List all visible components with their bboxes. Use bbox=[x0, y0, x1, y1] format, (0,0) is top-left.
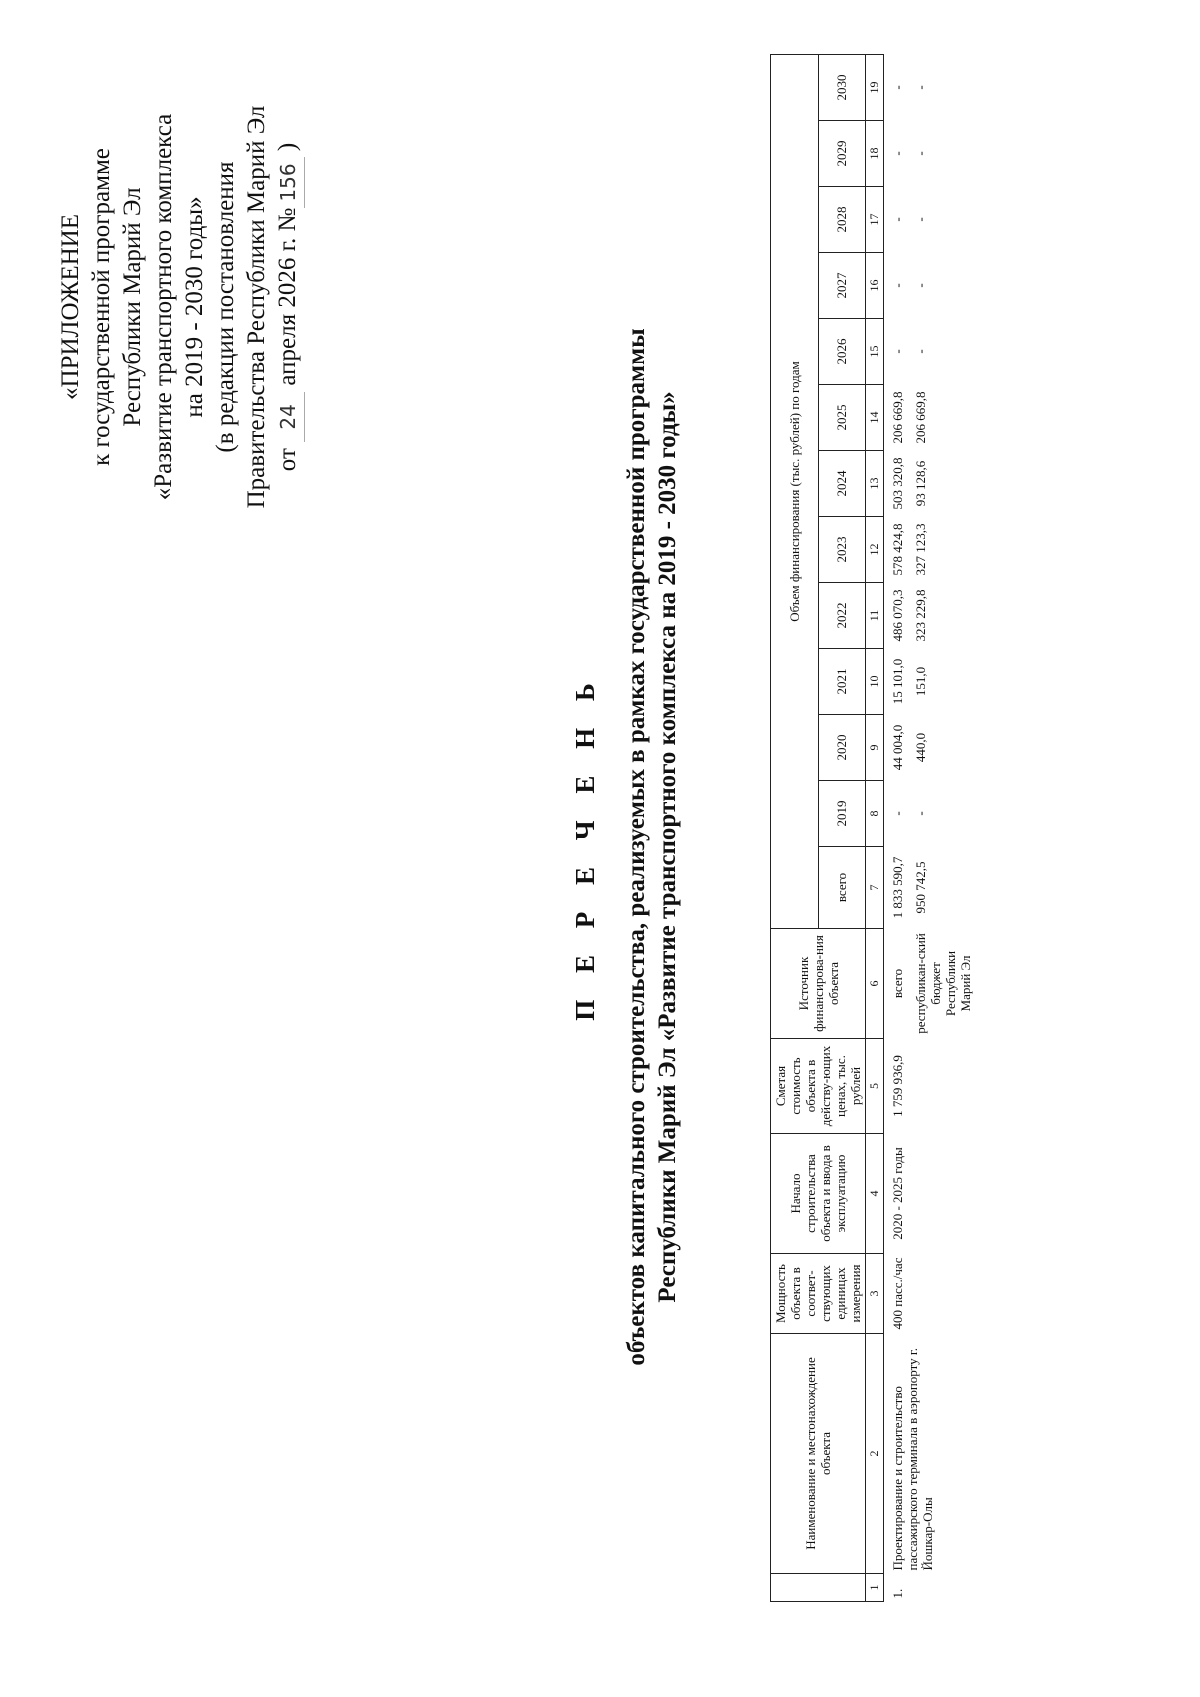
header-source: Источник финансирова-ния объекта bbox=[771, 929, 866, 1039]
funding-year-value: 44 004,0 bbox=[890, 724, 905, 771]
funding-year-value: 151,0 bbox=[913, 666, 928, 697]
header-year: 2028 bbox=[818, 187, 866, 253]
funding-year-value: - bbox=[890, 349, 905, 354]
resolution-number: 156 bbox=[273, 157, 305, 207]
funding-year-value: - bbox=[890, 283, 905, 288]
header-year: 2026 bbox=[818, 319, 866, 385]
funding-year-value: - bbox=[913, 85, 928, 90]
appendix-header-line: на 2019 - 2030 годы» bbox=[181, 196, 208, 418]
document-subtitle-line-1: объектов капитального строительства, реализуемых в рамках государственной программы bbox=[623, 328, 650, 1366]
document-name: П Е Р Е Ч Е Н Ь bbox=[570, 673, 600, 1021]
document-subtitle-line-2: Республики Марий Эл «Развитие транспортного комплекса на 2019 - 2030 годы» bbox=[654, 391, 681, 1303]
funding-total: 950 742,5 bbox=[913, 861, 928, 914]
header-year: 2030 bbox=[818, 54, 866, 120]
funding-year-value: - bbox=[890, 85, 905, 90]
funding-year-value: 327 123,3 bbox=[913, 523, 928, 576]
funding-year-value: 206 669,8 bbox=[913, 391, 928, 444]
date-day: 24 bbox=[273, 392, 305, 442]
column-number: 19 bbox=[866, 54, 884, 120]
header-year: 2021 bbox=[818, 649, 866, 715]
appendix-header bbox=[55, 67, 305, 547]
funding-year-value: - bbox=[913, 217, 928, 222]
header-year: 2023 bbox=[818, 517, 866, 583]
column-number: 3 bbox=[866, 1254, 884, 1334]
appendix-header-line: «Развитие транспортного комплекса bbox=[150, 113, 177, 501]
resolution-date-line bbox=[272, 67, 305, 547]
header-name: Наименование и местонахождение объекта bbox=[771, 1334, 866, 1574]
header-year: 2027 bbox=[818, 253, 866, 319]
object-number: 1. bbox=[890, 1588, 905, 1599]
funding-year-value: 486 070,3 bbox=[890, 589, 905, 642]
column-number: 1 bbox=[866, 1574, 884, 1602]
document-title-block bbox=[570, 117, 683, 1577]
date-prefix: от bbox=[274, 448, 301, 472]
funding-year-value: 440,0 bbox=[913, 732, 928, 763]
funding-year-value: 93 128,6 bbox=[913, 460, 928, 507]
funding-source: республикан-ский бюджет Республики Марий Эл bbox=[913, 933, 973, 1034]
funding-year-value: 323 229,8 bbox=[913, 589, 928, 642]
column-number: 6 bbox=[866, 929, 884, 1039]
column-number: 9 bbox=[866, 715, 884, 781]
object-estimate: 1 759 936,9 bbox=[890, 1055, 905, 1117]
table-row bbox=[884, 54, 908, 1601]
header-year: 2029 bbox=[818, 121, 866, 187]
header-period: Начало строительства объекта и ввода в эксплуатацию bbox=[771, 1134, 866, 1254]
funding-year-value: - bbox=[890, 151, 905, 156]
column-number: 11 bbox=[866, 583, 884, 649]
capital-construction-table bbox=[770, 54, 975, 1602]
date-middle: апреля 2026 г. № bbox=[274, 207, 301, 386]
column-number: 8 bbox=[866, 781, 884, 847]
funding-year-value: - bbox=[913, 811, 928, 816]
funding-year-value: 503 320,8 bbox=[890, 457, 905, 510]
object-name: Проектирование и строительство пассажирского терминала в аэропорту г. Йошкар-Олы bbox=[890, 1347, 935, 1571]
funding-year-value: - bbox=[913, 283, 928, 288]
header-year: 2020 bbox=[818, 715, 866, 781]
object-period: 2020 - 2025 годы bbox=[890, 1147, 905, 1240]
funding-source: всего bbox=[890, 968, 905, 999]
funding-year-value: 15 101,0 bbox=[890, 658, 905, 705]
header-financing-group: Объем финансирования (тыс. рублей) по годам bbox=[771, 54, 819, 928]
header-cell-number bbox=[771, 1574, 866, 1602]
header-year: 2019 bbox=[818, 781, 866, 847]
header-estimate: Сметая стоимость объекта в действу-ющих ценах, тыс. рублей bbox=[771, 1039, 866, 1134]
column-number: 18 bbox=[866, 121, 884, 187]
funding-year-value: 206 669,8 bbox=[890, 391, 905, 444]
column-number: 17 bbox=[866, 187, 884, 253]
header-year: 2022 bbox=[818, 583, 866, 649]
column-number: 12 bbox=[866, 517, 884, 583]
column-number: 14 bbox=[866, 385, 884, 451]
funding-year-value: 578 424,8 bbox=[890, 523, 905, 576]
funding-total: 1 833 590,7 bbox=[890, 856, 905, 919]
date-suffix: ) bbox=[274, 142, 301, 152]
column-number: 10 bbox=[866, 649, 884, 715]
appendix-header-line: «ПРИЛОЖЕНИЕ bbox=[57, 214, 84, 400]
column-number: 13 bbox=[866, 451, 884, 517]
header-year: 2024 bbox=[818, 451, 866, 517]
column-number: 7 bbox=[866, 847, 884, 929]
appendix-header-line: Республики Марий Эл bbox=[119, 187, 146, 427]
header-row-1 bbox=[771, 54, 819, 1601]
column-number: 4 bbox=[866, 1134, 884, 1254]
column-number: 15 bbox=[866, 319, 884, 385]
object-capacity: 400 пасс./час bbox=[890, 1257, 905, 1330]
column-number: 5 bbox=[866, 1039, 884, 1134]
funding-year-value: - bbox=[913, 349, 928, 354]
funding-year-value: - bbox=[890, 217, 905, 222]
header-capacity: Мощность объекта в соответ-ствующих единицах измерения bbox=[771, 1254, 866, 1334]
appendix-header-line: к государственной программе bbox=[88, 148, 115, 466]
appendix-header-line: (в редакции постановления bbox=[212, 161, 239, 453]
funding-year-value: - bbox=[913, 151, 928, 156]
funding-year-value: - bbox=[890, 811, 905, 816]
column-number: 2 bbox=[866, 1334, 884, 1574]
column-number: 16 bbox=[866, 253, 884, 319]
column-number-row bbox=[866, 54, 884, 1601]
appendix-header-line: Правительства Республики Марий Эл bbox=[243, 105, 270, 509]
header-total: всего bbox=[818, 847, 866, 929]
header-year: 2025 bbox=[818, 385, 866, 451]
